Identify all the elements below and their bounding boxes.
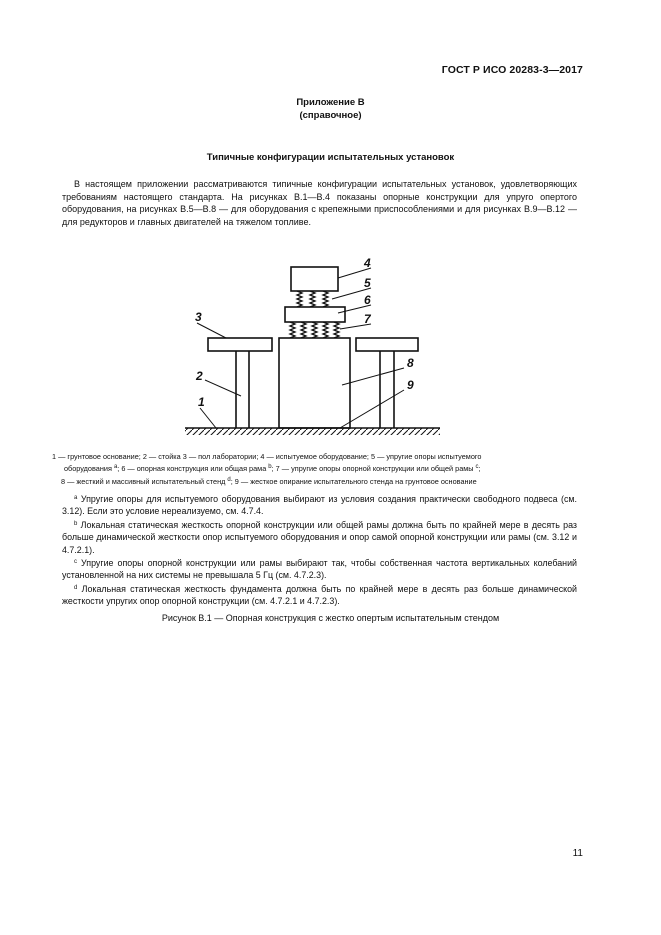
appendix-heading — [0, 96, 661, 122]
support-springs — [290, 322, 339, 338]
note-a: $^а$ Упругие опоры для испытуемого оборудования выбирают из условия создания практически свободного подвеса (см. 3.12). Если это условие нереализуемо, см. 4.7.4. — [62, 494, 577, 517]
label-8: 8 — [407, 356, 414, 370]
page-number: 11 — [572, 848, 583, 859]
label-5: 5 — [364, 276, 371, 290]
document-header: ГОСТ Р ИСО 20283-3—2017 — [441, 64, 583, 76]
legend-line-3: 8 — жесткий и массивный испытательный стенд $^d$; 9 — жесткое опирание испытательного стенда на грунтовое основание — [61, 476, 477, 486]
note-d: $^d$ Локальная статическая жесткость фундамента должна быть по крайней мере в десять раз больше динамической жесткости упругих опор опорной конструкции (см. 4.7.2.1 и 4.7.2.3). — [62, 583, 578, 607]
equipment-springs — [297, 291, 328, 307]
appendix-title: Приложение В — [296, 97, 365, 108]
test-equipment — [291, 267, 338, 291]
test-bench — [279, 338, 350, 428]
note-c: $^с$ Упругие опоры опорной конструкции или рамы выбирают так, чтобы собственная частота вертикальных колебаний установленной на них системы не превышала 5 Гц (см. 4.7.2.3). — [62, 558, 577, 581]
legend-line-1: 1 — грунтовое основание; 2 — стойка 3 — пол лаборатории; 4 — испытуемое оборудование; 5 — упругие опоры испытуемого — [52, 452, 482, 461]
section-title: Типичные конфигурации испытательных установок — [206, 152, 455, 163]
label-1: 1 — [198, 395, 205, 409]
label-9: 9 — [407, 378, 414, 392]
ground-hatch — [185, 428, 440, 435]
label-6: 6 — [364, 293, 371, 307]
figure-caption: Рисунок В.1 — Опорная конструкция с жестко опертым испытательным стендом — [161, 613, 500, 623]
intro-text: В настоящем приложении рассматриваются типичные конфигурации испытательных установок, удовлетворяющих требованиям настоящего стандарта. На рисунках В.1—В.4 показаны опорные конструкции для упруго опертого оборудования, на рисунках В.5—В.8 — для оборудования с крепежными приспособлениями и для рисунках В.9—В.12 — для редукторов и главных двигателей на тяжелом топливе. — [62, 179, 577, 227]
figure-notes — [62, 493, 577, 609]
note-b: $^b$ Локальная статическая жесткость опорной конструкции или общей рамы должна быть по крайней мере в десять раз больше динамической жесткости опор испытуемого оборудования и опор самой опорной конструкции или рамы (см. 3.12 и 4.7.2.1). — [62, 519, 578, 555]
legend-line-2: оборудования $^а$; 6 — опорная конструкция или общая рама $^b$; 7 — упругие опоры опорной конструкции или общей рамы $^с$; — [64, 464, 481, 474]
label-2: 2 — [196, 369, 203, 383]
label-3: 3 — [195, 310, 202, 324]
support-frame — [285, 307, 345, 322]
figure-diagram — [0, 250, 661, 440]
floor-slab-right — [356, 338, 418, 351]
figure-legend — [52, 451, 592, 488]
label-7: 7 — [364, 312, 371, 326]
intro-paragraph — [62, 178, 577, 228]
floor-slab-left — [208, 338, 272, 351]
label-4: 4 — [364, 256, 371, 270]
appendix-subtitle: (справочное) — [299, 110, 362, 121]
